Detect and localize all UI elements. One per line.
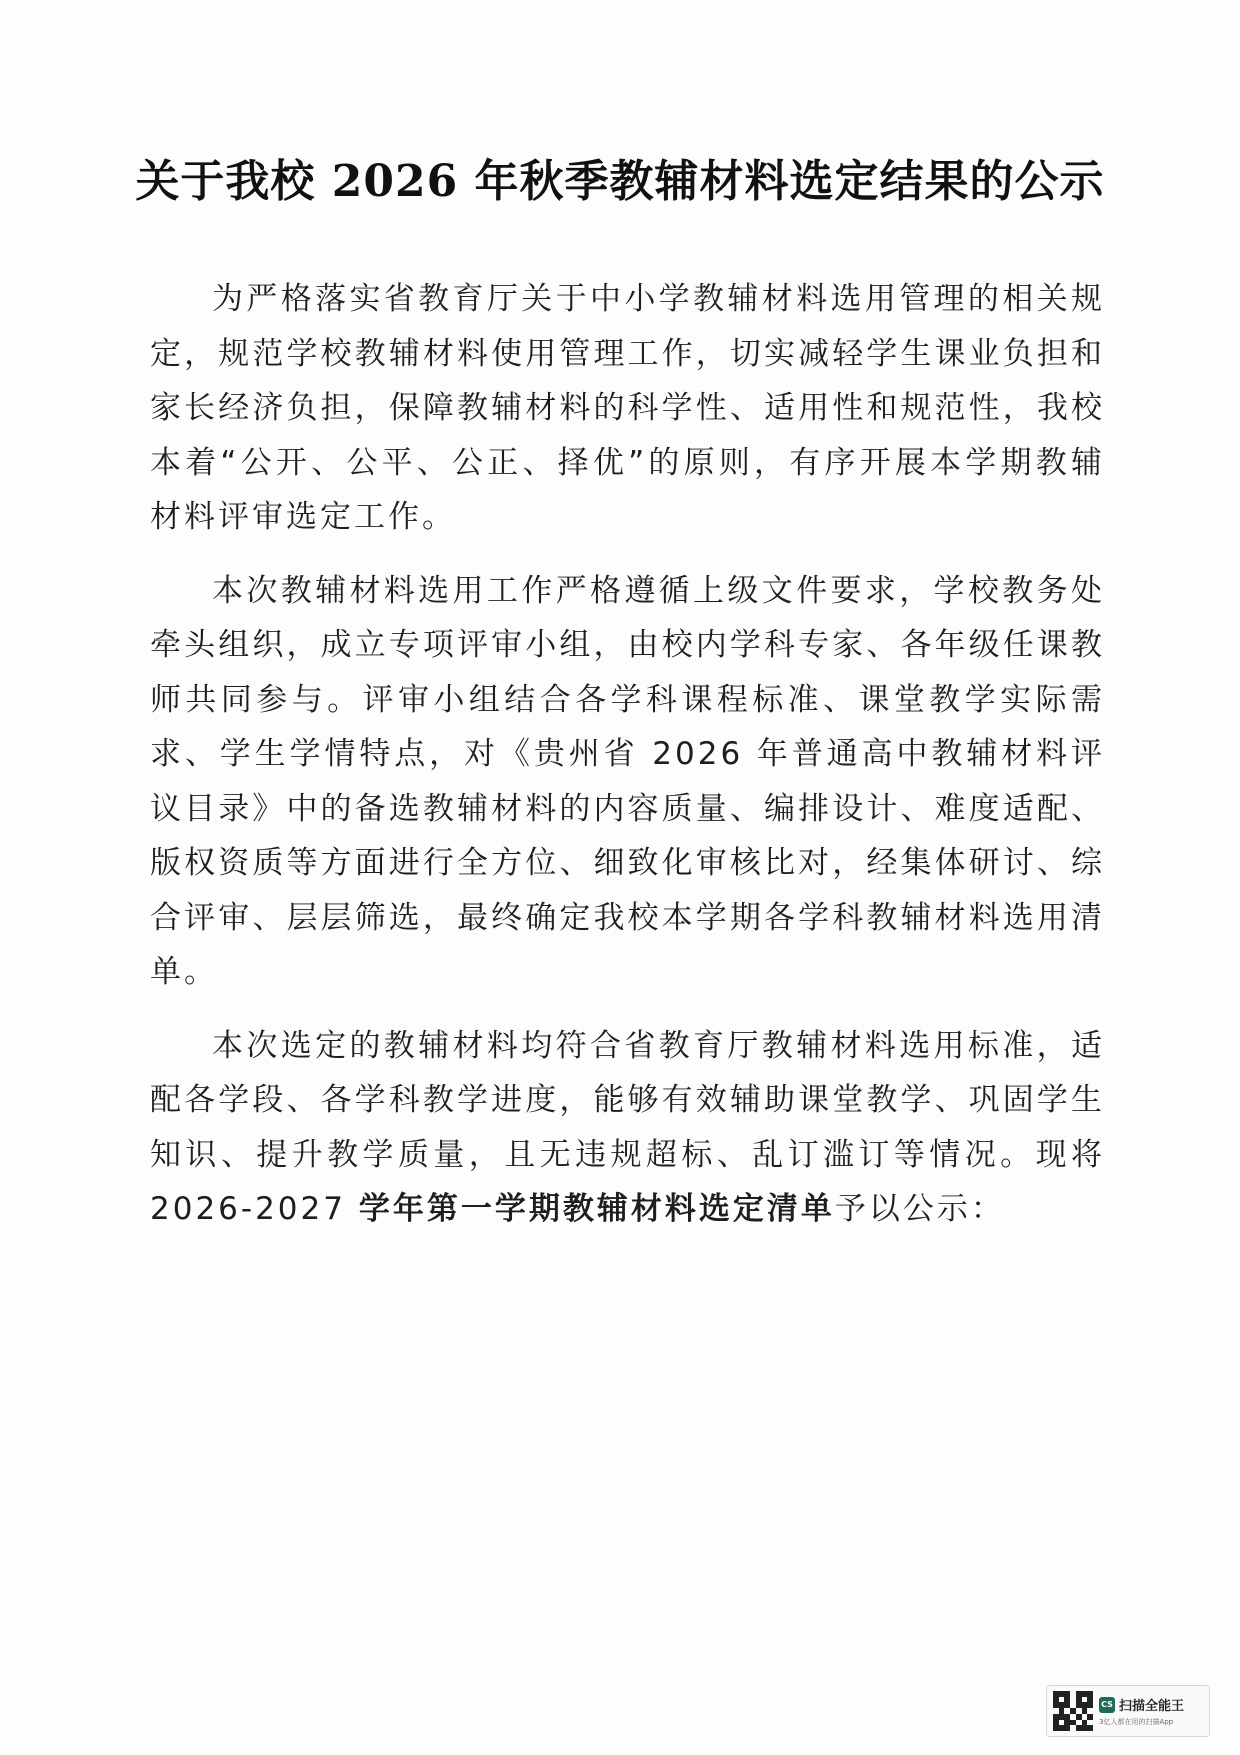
paragraph-1: 为严格落实省教育厅关于中小学教辅材料选用管理的相关规定，规范学校教辅材料使用管理工作，切实减轻学生课业负担和家长经济负担，保障教辅材料的科学性、适用性和规范性，我校本着“公开、公平、公正、择优”的原则，有序开展本学期教辅材料评审选定工作。 xyxy=(150,281,1105,535)
watermark-text xyxy=(1099,1695,1184,1727)
paragraph-3 xyxy=(150,1019,1105,1237)
watermark-app-name: 扫描全能王 xyxy=(1119,1699,1185,1714)
qr-cell xyxy=(1087,1725,1093,1731)
document-body xyxy=(150,272,1105,1256)
paragraph-3-bold: 学年第一学期教辅材料选定清单 xyxy=(358,1191,835,1227)
paragraph-3-tail: 予以公示： xyxy=(834,1191,1005,1227)
scanner-watermark xyxy=(1046,1685,1210,1737)
paragraph-3-text: 本次选定的教辅材料均符合省教育厅教辅材料选用标准，适配各学段、各学科教学进度，能够有效辅助课堂教学、巩固学生知识、提升教学质量，且无违规超标、乱订滥订等情况。现将 2026-2027 xyxy=(150,1027,1105,1227)
qr-code-icon xyxy=(1053,1691,1093,1731)
paragraph-2: 本次教辅材料选用工作严格遵循上级文件要求，学校教务处牵头组织，成立专项评审小组，由校内学科专家、各年级任课教师共同参与。评审小组结合各学科课程标准、课堂教学实际需求、学生学情特点，对《贵州省 2026 年普通高中教辅材料评议目录》中的备选教辅材料的内容质量、编排设计、难度适配、版权资质等方面进行全方位、细致化审核比对，经集体研讨、综合评审、层层筛选，最终确定我校本学期各学科教辅材料选用清单。 xyxy=(150,572,1105,990)
document-title: 关于我校 2026 年秋季教辅材料选定结果的公示 xyxy=(135,156,1105,207)
watermark-slogan: 3亿人都在用的扫描App xyxy=(1099,1718,1174,1726)
camscanner-logo-icon: CS xyxy=(1099,1697,1115,1713)
watermark-row xyxy=(1099,1695,1184,1714)
